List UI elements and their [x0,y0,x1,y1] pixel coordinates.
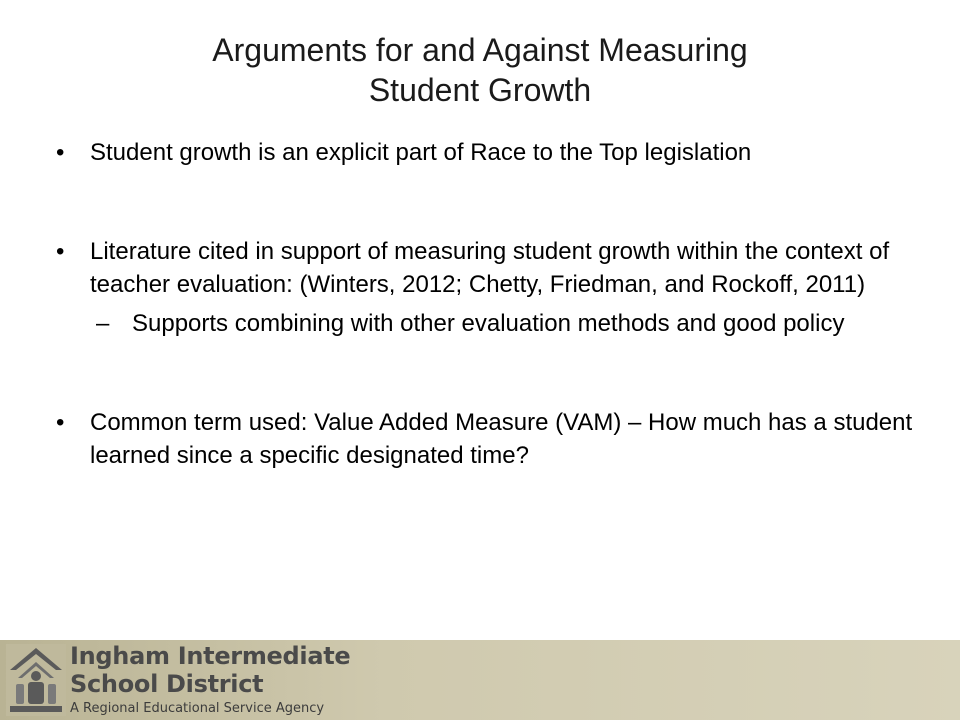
bullet-item [56,136,916,169]
bullet-mark: • [56,139,65,166]
bullet-mark: • [56,238,65,265]
footer-text [70,642,350,718]
title-line-2: Student Growth [368,72,592,108]
dash-mark: – [96,310,110,337]
bullet-item [56,235,916,301]
bullet-mark: • [56,409,65,436]
bullet-text: Common term used: Value Added Measure (VAM) – How much has a student learned since a specific designated time? [90,409,913,469]
bullet-item [56,406,916,472]
iisd-logo-icon [6,644,66,716]
footer-banner [0,640,960,720]
bullet-text: Student growth is an explicit part of Race to the Top legislation [90,139,752,166]
sub-bullet-item [56,307,916,340]
org-name-line-1: Ingham Intermediate [70,642,351,670]
org-name-line-2: School District [70,670,264,698]
sub-bullet-text: Supports combining with other evaluation methods and good policy [132,310,845,337]
bullet-text: Literature cited in support of measuring student growth within the context of teacher evaluation: (Winters, 2012; Chetty, Friedman, and Rockoff, 2011) [90,238,890,298]
slide-title [0,30,960,110]
bullet-list [56,136,916,472]
org-tagline: A Regional Educational Service Agency [70,701,325,716]
title-line-1: Arguments for and Against Measuring [212,32,748,68]
